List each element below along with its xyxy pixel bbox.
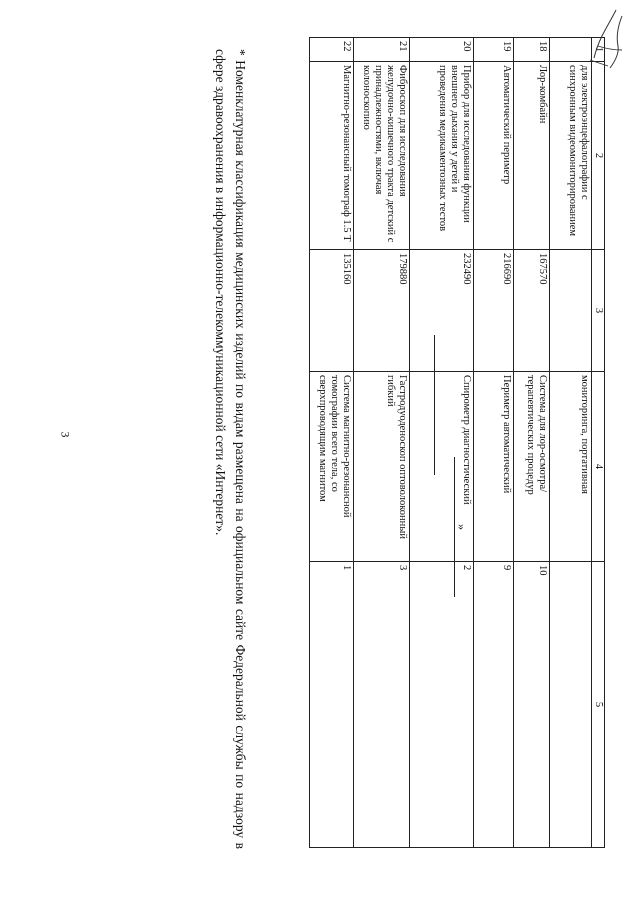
quantity-cell bbox=[550, 562, 592, 848]
quantity-cell: 9 bbox=[474, 562, 514, 848]
code-cell: 167570 bbox=[514, 250, 550, 372]
header-cell: 4 bbox=[592, 372, 605, 562]
device-name-cell: Лор-комбайн bbox=[514, 62, 550, 250]
header-cell: 3 bbox=[592, 250, 605, 372]
classification-cell: Гастродуоденоскоп оптоволоконный гибкий bbox=[354, 372, 410, 562]
device-name-cell: Прибор для исследования функции внешнего дыхания у детей и проведения медикаментозных тестов bbox=[410, 62, 474, 250]
code-cell: 179880 bbox=[354, 250, 410, 372]
closing-rule-bottom bbox=[434, 335, 435, 475]
handwritten-signature-icon bbox=[572, 6, 632, 76]
classification-cell: Система магнитно-резонансной томографии всего тела, со сверхпроводящим магнитом bbox=[310, 372, 354, 562]
device-name-cell: Фиброскоп для исследования желудочно-кишечного тракта детский с принадлежностями, включая колоноскопию bbox=[354, 62, 410, 250]
code-cell bbox=[550, 250, 592, 372]
code-cell: 232490 bbox=[410, 250, 474, 372]
header-cell: 2 bbox=[592, 62, 605, 250]
row-number-cell: 22 bbox=[310, 38, 354, 62]
row-number-cell: 21 bbox=[354, 38, 410, 62]
table-row bbox=[514, 38, 550, 848]
device-name-cell: для электроэнцефалографии с синхронным видеомониторированием bbox=[550, 62, 592, 250]
table-row bbox=[310, 38, 354, 848]
rotated-sheet bbox=[65, 27, 605, 887]
quantity-cell: 1 bbox=[310, 562, 354, 848]
classification-cell: Система для лор-осмотра/ терапевтических процедур bbox=[514, 372, 550, 562]
quantity-cell: 10 bbox=[514, 562, 550, 848]
table-row bbox=[474, 38, 514, 848]
table-row bbox=[410, 38, 474, 848]
table-row bbox=[354, 38, 410, 848]
page-number: 3 bbox=[58, 431, 73, 438]
row-number-cell: 19 bbox=[474, 38, 514, 62]
closing-quote-mark: » bbox=[455, 524, 469, 530]
quantity-cell: 3 bbox=[354, 562, 410, 848]
device-name-cell: Магнитно-резонансный томограф 1.5 Т bbox=[310, 62, 354, 250]
quantity-cell: 2 bbox=[410, 562, 474, 848]
header-cell: 1 bbox=[592, 38, 605, 62]
classification-cell: Спирометр диагностический bbox=[410, 372, 474, 562]
footnote: * Номенклатурная классификация медицинских изделий по видам размещена на официальном сайте Федеральной службы по надзору в сфере здравоохранения в информационно-телекоммуникационной сети «Интернет». bbox=[213, 49, 248, 849]
row-number-cell: 18 bbox=[514, 38, 550, 62]
code-cell: 135160 bbox=[310, 250, 354, 372]
table-row bbox=[550, 38, 592, 848]
row-number-cell: 20 bbox=[410, 38, 474, 62]
device-name-cell: Автоматический периметр bbox=[474, 62, 514, 250]
classification-cell: мониторинга, портативная bbox=[550, 372, 592, 562]
header-cell: 5 bbox=[592, 562, 605, 848]
classification-cell: Периметр автоматический bbox=[474, 372, 514, 562]
equipment-table bbox=[309, 37, 605, 848]
code-cell: 216690 bbox=[474, 250, 514, 372]
table-header-row bbox=[592, 38, 605, 848]
